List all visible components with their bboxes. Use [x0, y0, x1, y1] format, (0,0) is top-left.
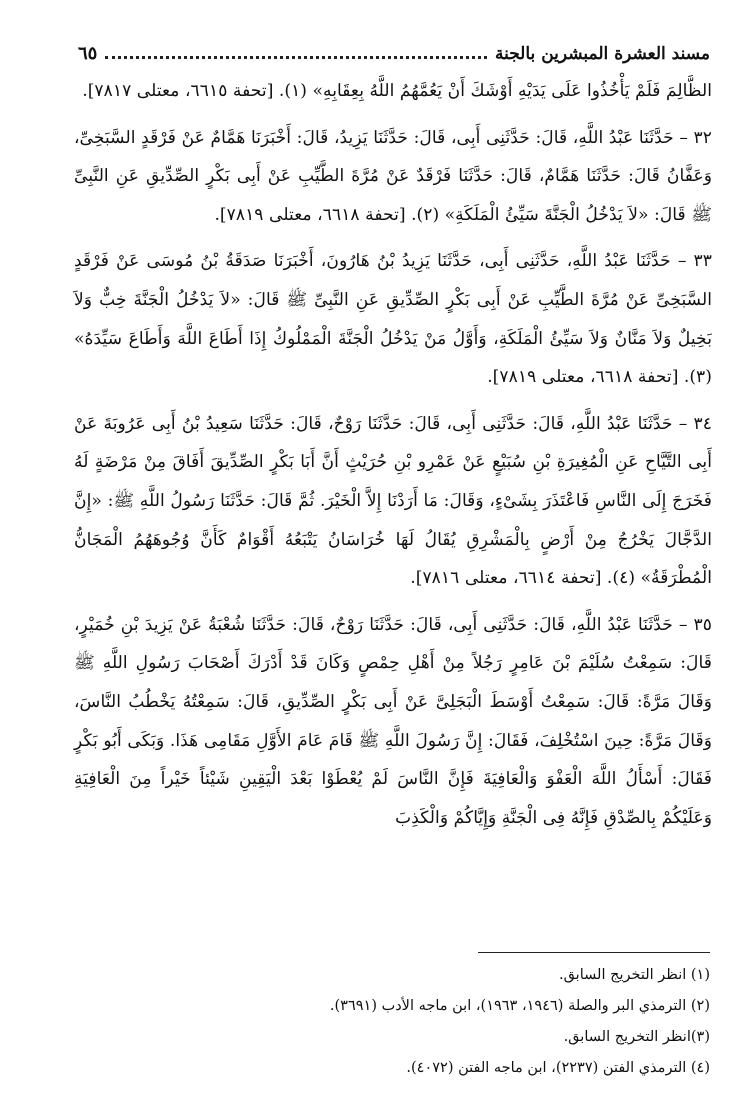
header-title: مسند العشرة المبشرين بالجنة	[494, 44, 710, 64]
page-number: ٦٥	[78, 43, 98, 64]
footnotes	[74, 960, 710, 1084]
header-dotted-leader	[105, 56, 487, 59]
footnote-2: (٢) الترمذي البر والصلة (١٩٤٦، ١٩٦٣)، ابن ماجه الأدب (٣٦٩١).	[329, 998, 710, 1014]
footnote-separator	[478, 952, 710, 953]
hadith-32: ٣٢ – حَدَّثَنَا عَبْدُ اللَّهِ، قَالَ: حَدَّثَنِى أَبِى، قَالَ: حَدَّثَنَا يَزِيدُ، قَالَ: أَخْبَرَنَا هَمَّامٌ عَنْ فَرْقَدٍ السَّبَخِىِّ، وَعَفَّانُ قَالَ: حَدَّثَنَا هَمَّامٌ، قَالَ: حَدَّثَنَا فَرْقَدٌ عَنْ مُرَّةَ الطَّيِّبِ عَنْ أَبِى بَكْرٍ الصِّدِّيقِ عَنِ النَّبِىِّ ﷺ قَالَ: «لاَ يَدْخُلُ الْجَنَّةَ سَيِّئُ الْمَلَكَةِ» (٢). [تحفة ٦٦١٨، معتلى ٧٨١٩].	[74, 127, 712, 225]
paragraph-continuation: الظَّالِمَ فَلَمْ يَأْخُذُوا عَلَى يَدَيْهِ أَوْشَكَ أَنْ يَعُمَّهُمُ اللَّهُ بِعِقَابِهِ» (١). [تحفة ٦٦١٥، معتلى ٧٨١٧].	[82, 81, 712, 101]
footnote-1: (١) انظر التخريج السابق.	[558, 967, 710, 983]
main-text	[74, 72, 712, 837]
running-header	[78, 34, 710, 64]
hadith-33: ٣٣ – حَدَّثَنَا عَبْدُ اللَّهِ، حَدَّثَنِى أَبِى، حَدَّثَنَا يَزِيدُ بْنُ هَارُونَ، أَخْبَرَنَا صَدَقَةُ بْنُ مُوسَى عَنْ فَرْقَدٍ السَّبَخِىِّ عَنْ مُرَّةَ الطَّيِّبِ عَنْ أَبِى بَكْرٍ الصِّدِّيقِ عَنِ النَّبِىِّ ﷺ قَالَ: «لاَ يَدْخُلُ الْجَنَّةَ خِبٌّ وَلاَ بَخِيلٌ وَلاَ مَنَّانٌ وَلاَ سَيِّئُ الْمَلَكَةِ، وَأَوَّلُ مَنْ يَدْخُلُ الْجَنَّةَ الْمَمْلُوكُ إِذَا أَطَاعَ اللَّهَ وَأَطَاعَ سَيِّدَهُ» (٣). [تحفة ٦٦١٨، معتلى ٧٨١٩].	[74, 251, 712, 388]
footnote-3: (٣)انظر التخريج السابق.	[563, 1029, 710, 1045]
hadith-35: ٣٥ – حَدَّثَنَا عَبْدُ اللَّهِ، قَالَ: حَدَّثَنِى أَبِى، قَالَ: حَدَّثَنَا رَوْحٌ، قَالَ: حَدَّثَنَا شُعْبَةُ عَنْ يَزِيدَ بْنِ خُمَيْرٍ، قَالَ: سَمِعْتُ سُلَيْمَ بْنَ عَامِرٍ رَجُلاً مِنْ أَهْلِ حِمْصٍ وَكَانَ قَدْ أَدْرَكَ أَصْحَابَ رَسُولِ اللَّهِ ﷺ وَقَالَ مَرَّةً: قَالَ: سَمِعْتُ أَوْسَطَ الْبَجَلِىَّ عَنْ أَبِى بَكْرٍ الصِّدِّيقِ، قَالَ: سَمِعْتُهُ يَخْطُبُ النَّاسَ، وَقَالَ مَرَّةً: حِينَ اسْتُخْلِفَ، فَقَالَ: إِنَّ رَسُولَ اللَّهِ ﷺ قَامَ عَامَ الأَوَّلِ مَقَامِى هَذَا. وَبَكَى أَبُو بَكْرٍ فَقَالَ: أَسْأَلُ اللَّهَ الْعَفْوَ وَالْعَافِيَةَ فَإِنَّ النَّاسَ لَمْ يُعْطَوْا بَعْدَ الْيَقِينِ شَيْئاً خَيْراً مِنَ الْعَافِيَةِ وَعَلَيْكُمْ بِالصِّدْقِ فَإِنَّهُ فِى الْجَنَّةِ وَإِيَّاكُمْ وَالْكَذِبَ	[74, 614, 712, 828]
hadith-34: ٣٤ – حَدَّثَنَا عَبْدُ اللَّهِ، قَالَ: حَدَّثَنِى أَبِى، قَالَ: حَدَّثَنَا رَوْحٌ، قَالَ: حَدَّثَنَا سَعِيدُ بْنُ أَبِى عَرُوبَةَ عَنْ أَبِى التَّيَّاحِ عَنِ الْمُغِيرَةِ بْنِ سُبَيْعٍ عَنْ عَمْرِو بْنِ حُرَيْثٍ أَنَّ أَبَا بَكْرٍ الصِّدِّيقَ أَفَاقَ مِنْ مَرْضَةٍ لَهُ فَخَرَجَ إِلَى النَّاسِ فَاعْتَذَرَ بِشَىْءٍ، وَقَالَ: مَا أَرَدْنَا إِلاَّ الْخَيْرَ. ثُمَّ قَالَ: حَدَّثَنَا رَسُولُ اللَّهِ ﷺ: «إِنَّ الدَّجَّالَ يَخْرُجُ مِنْ أَرْضٍ بِالْمَشْرِقِ يُقَالُ لَهَا خُرَاسَانُ يَتْبَعُهُ أَقْوَامٌ كَأَنَّ وُجُوهَهُمُ الْمَجَانُّ الْمُطْرَقَةُ» (٤). [تحفة ٦٦١٤، معتلى ٧٨١٦].	[74, 413, 712, 589]
footnote-4: (٤) الترمذي الفتن (٢٢٣٧)، ابن ماجه الفتن (٤٠٧٢).	[406, 1060, 710, 1076]
